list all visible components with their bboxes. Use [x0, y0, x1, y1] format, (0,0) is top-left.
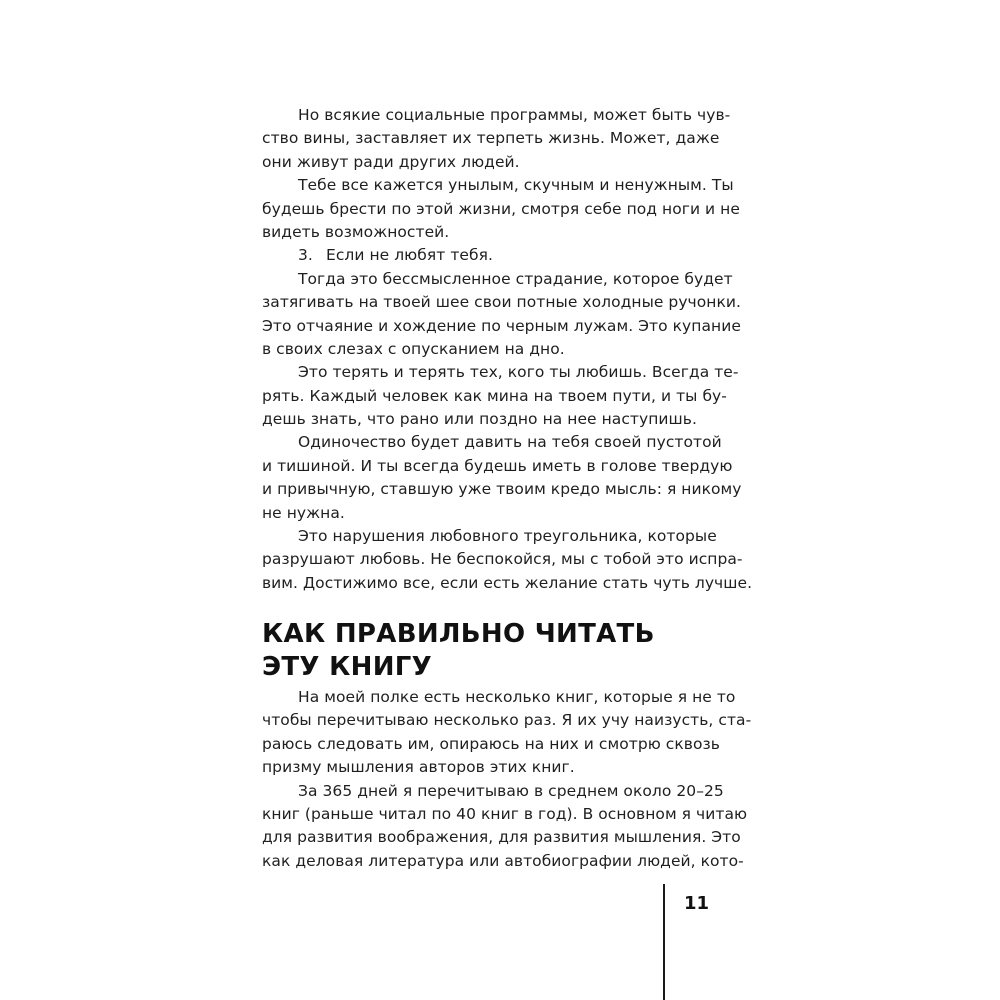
body-text-top: [262, 104, 753, 595]
list-number: 3.: [298, 246, 313, 265]
text-line: Это отчаяние и хождение по черным лужам. Это купание: [262, 316, 741, 335]
text-line: видеть возможностей.: [262, 222, 450, 241]
text-line: будешь брести по этой жизни, смотря себе под ноги и не: [262, 199, 740, 218]
text-line: Тогда это бессмысленное страдание, которое будет: [298, 269, 733, 288]
text-line: разрушают любовь. Не беспокойся, мы с тобой это испра-: [262, 550, 743, 569]
page-number: 11: [684, 893, 710, 914]
text-line: ство вины, заставляет их терпеть жизнь. Может, даже: [262, 129, 720, 148]
section-heading-line: ЭТУ КНИГУ: [262, 652, 432, 682]
text-line: рять. Каждый человек как мина на твоем пути, и ты бу-: [262, 386, 727, 405]
text-line: они живут ради других людей.: [262, 152, 520, 171]
section-heading: [262, 618, 710, 684]
list-item: [262, 244, 710, 267]
text-line: Тебе все кажется унылым, скучным и ненужным. Ты: [298, 176, 734, 195]
text-line: не нужна.: [262, 503, 345, 522]
text-line: На моей полке есть несколько книг, которые я не то: [298, 688, 736, 706]
text-line: книг (раньше читал по 40 книг в год). В основном я читаю: [262, 804, 748, 823]
text-line: в своих слезах с опусканием на дно.: [262, 339, 565, 358]
text-line: дешь знать, что рано или поздно на нее наступишь.: [262, 410, 697, 429]
body-text-bottom: [262, 686, 752, 873]
text-line: Одиночество будет давить на тебя своей пустотой: [298, 433, 722, 452]
text-line: и привычную, ставшую уже твоим кредо мысль: я никому: [262, 480, 742, 499]
page-number-rule: [663, 884, 665, 1000]
text-line: затягивать на твоей шее свои потные холодные ручонки.: [262, 293, 741, 312]
text-line: Это терять и терять тех, кого ты любишь. Всегда те-: [298, 363, 739, 382]
text-line: Это нарушения любовного треугольника, которые: [298, 527, 717, 546]
text-line: вим. Достижимо все, если есть желание стать чуть лучше.: [262, 573, 753, 592]
text-line: призму мышления авторов этих книг.: [262, 758, 575, 777]
text-line: для развития воображения, для развития мышления. Это: [262, 828, 741, 847]
section-heading-line: КАК ПРАВИЛЬНО ЧИТАТЬ: [262, 619, 655, 649]
text-line: раюсь следовать им, опираюсь на них и смотрю сквозь: [262, 734, 720, 753]
list-item-text: Если не любят тебя.: [326, 246, 493, 265]
text-line: и тишиной. И ты всегда будешь иметь в голове твердую: [262, 456, 733, 475]
text-line: За 365 дней я перечитываю в среднем около 20–25: [298, 781, 724, 800]
text-line: Но всякие социальные программы, может быть чув-: [298, 106, 731, 124]
text-line: как деловая литература или автобиографии людей, кото-: [262, 851, 744, 870]
text-line: чтобы перечитываю несколько раз. Я их учу наизусть, ста-: [262, 711, 752, 730]
